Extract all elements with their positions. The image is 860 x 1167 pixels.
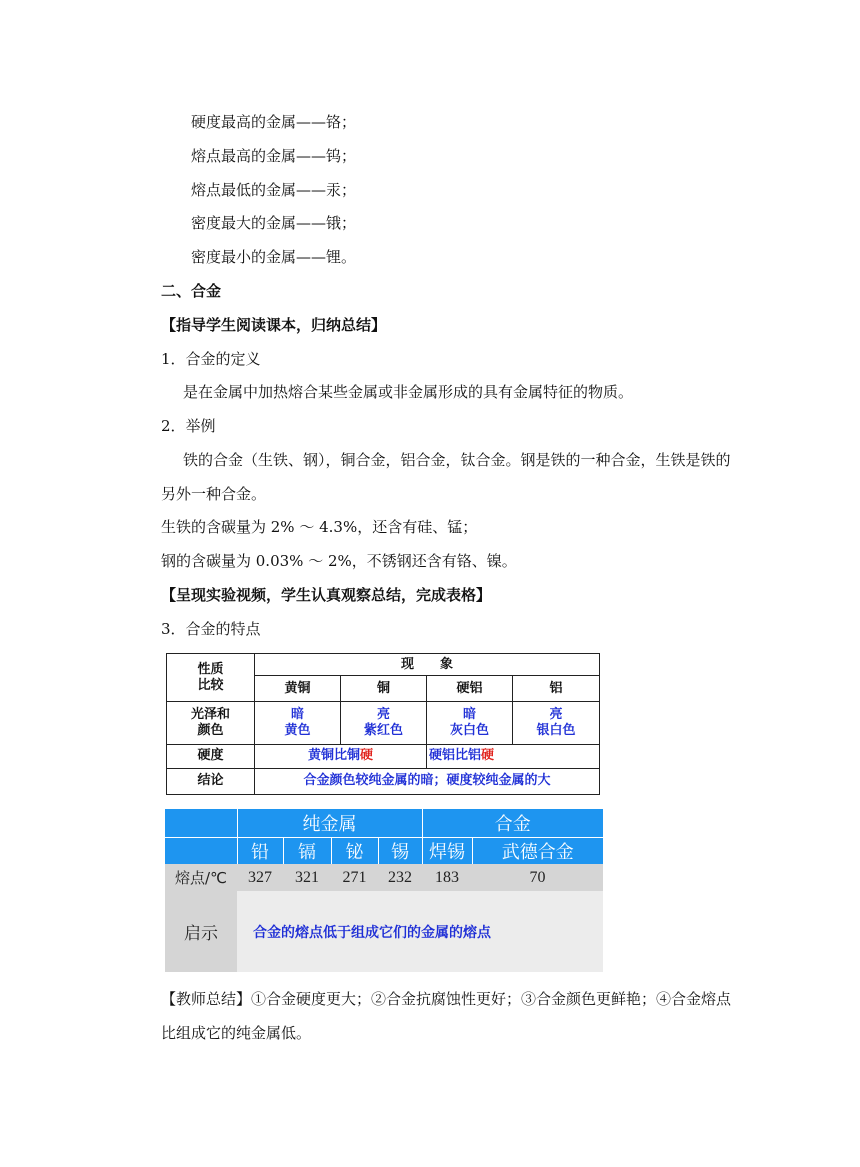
col-brass: 黄铜 xyxy=(255,676,341,702)
mp-solder: 183 xyxy=(422,864,472,891)
fact-highest-melting: 熔点最高的金属——钨； xyxy=(191,147,357,165)
steel-note: 钢的含碳量为 0.03% ～ 2%，不锈钢还含有铬、镍。 xyxy=(161,552,517,570)
col-aluminum: 铝 xyxy=(513,676,600,702)
luster-duralumin: 暗 灰白色 xyxy=(427,702,513,744)
metal-bismuth: 铋 xyxy=(331,837,378,864)
alloy-header: 合金 xyxy=(422,809,603,837)
pig-iron-note: 生铁的含碳量为 2% ～ 4.3%，还含有硅、锰； xyxy=(161,518,478,536)
blank-header xyxy=(165,809,237,837)
luster-copper: 亮 紫红色 xyxy=(341,702,427,744)
hint-label: 启示 xyxy=(165,891,237,972)
item1-title: 1．合金的定义 xyxy=(161,350,261,368)
fact-hardest: 硬度最高的金属——铬； xyxy=(191,113,357,131)
item2-title: 2．举例 xyxy=(161,417,216,435)
pure-metal-header: 纯金属 xyxy=(237,809,422,837)
section-title: 二、合金 xyxy=(161,282,222,300)
row-label-luster: 光泽和 颜色 xyxy=(167,702,255,744)
col-copper: 铜 xyxy=(341,676,427,702)
summary-line2: 比组成它的纯金属低。 xyxy=(161,1024,312,1042)
col-duralumin: 硬铝 xyxy=(427,676,513,702)
metal-cadmium: 镉 xyxy=(283,837,331,864)
mp-tin: 232 xyxy=(378,864,422,891)
item2-body-line1: 铁的合金（生铁、钢），铜合金，铝合金，钛合金。钢是铁的一种合金，生铁是铁的 xyxy=(183,451,731,469)
phenomenon-header: 现 象 xyxy=(255,654,600,676)
item1-body: 是在金属中加热熔合某些金属或非金属形成的具有金属特征的物质。 xyxy=(183,383,634,401)
mp-lead: 327 xyxy=(237,864,283,891)
alloy-properties-table xyxy=(166,653,600,795)
fact-lowest-melting: 熔点最低的金属——汞； xyxy=(191,181,357,199)
melting-point-label: 熔点/℃ xyxy=(165,864,237,891)
fact-densest: 密度最大的金属——锇； xyxy=(191,214,357,232)
alloy-wood-metal: 武德合金 xyxy=(472,837,603,864)
row-label-conclusion: 结论 xyxy=(167,768,255,794)
row-label-hardness: 硬度 xyxy=(167,744,255,768)
mp-wood-metal: 70 xyxy=(472,864,603,891)
melting-point-table xyxy=(165,809,603,972)
mp-cadmium: 321 xyxy=(283,864,331,891)
metal-lead: 铅 xyxy=(237,837,283,864)
corner-header: 性质 比较 xyxy=(167,654,255,702)
hint-text: 合金的熔点低于组成它们的金属的熔点 xyxy=(237,891,603,972)
video-guide: 【呈现实验视频，学生认真观察总结，完成表格】 xyxy=(161,586,492,604)
alloy-solder: 焊锡 xyxy=(422,837,472,864)
fact-least-dense: 密度最小的金属——锂。 xyxy=(191,248,357,266)
item3-title: 3．合金的特点 xyxy=(161,620,261,638)
guide-note: 【指导学生阅读课本，归纳总结】 xyxy=(161,316,387,334)
blank-header-2 xyxy=(165,837,237,864)
hardness-brass-vs-copper: 黄铜比铜硬 xyxy=(255,744,427,768)
mp-bismuth: 271 xyxy=(331,864,378,891)
summary-line1: 【教师总结】①合金硬度更大；②合金抗腐蚀性更好；③合金颜色更鲜艳；④合金熔点 xyxy=(161,990,732,1008)
conclusion-text: 合金颜色较纯金属的暗；硬度较纯金属的大 xyxy=(255,768,600,794)
metal-tin: 锡 xyxy=(378,837,422,864)
hardness-duralumin-vs-aluminum: 硬铝比铝硬 xyxy=(427,744,600,768)
item2-body-line2: 另外一种合金。 xyxy=(161,485,267,503)
luster-brass: 暗 黄色 xyxy=(255,702,341,744)
luster-aluminum: 亮 银白色 xyxy=(513,702,600,744)
